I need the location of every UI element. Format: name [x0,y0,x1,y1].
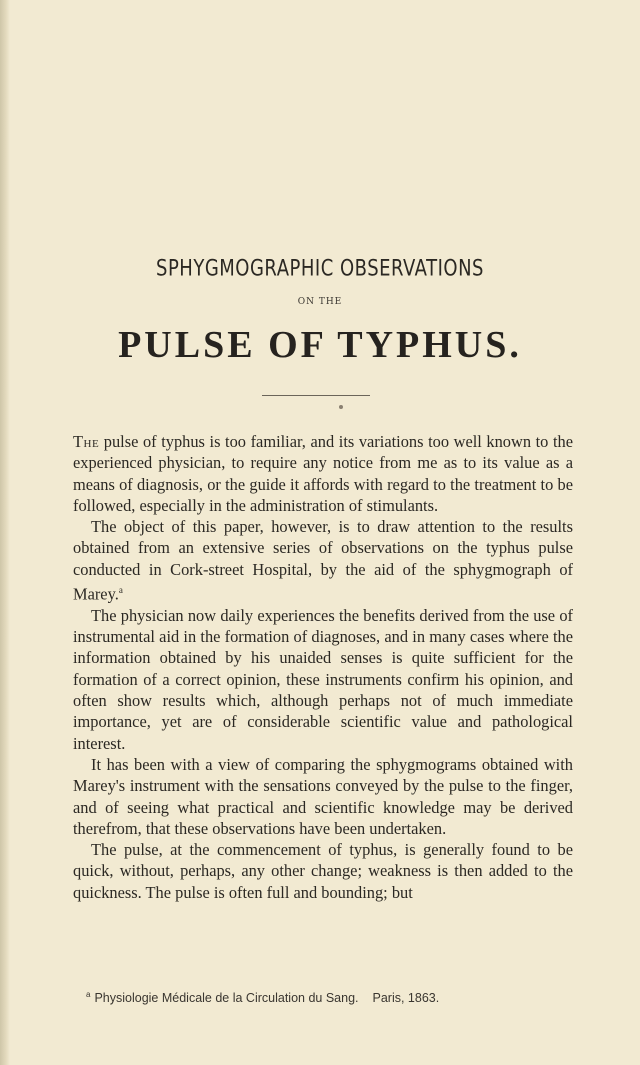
paragraph-5 [73,839,573,903]
title-connector: ON THE [297,297,343,307]
footnote-source: Physiologie Médicale de la Circulation du Sang. [94,991,359,1006]
paragraph-2-text: The object of this paper, however, is to draw attention to the results obtained from an extensive series of observations on the typhus pulse conducted in Cork-street Hospital, by the aid of the sphygmograph of Marey. [73,517,573,604]
title-divider-rule [262,395,370,396]
ink-dot-ornament [339,405,343,409]
paragraph-4 [73,754,573,839]
paragraph-2 [73,516,573,605]
paragraph-1-text: pulse of typhus is too familiar, and its variations too well known to the experienced physician, to require any notice from me as to its value as a means of diagnosis, or the guide it affords with regard to the treatment to be followed, especially in the administration of stimulants. [73,432,573,515]
footnote-place-year: Paris, 1863. [372,991,440,1006]
paragraph-5-text: The pulse, at the commencement of typhus, is generally found to be quick, without, perhaps, any other change; weakness is then added to the quickness. The pulse is often full and bounding; but [73,840,573,902]
paragraph-3 [73,605,573,754]
footnote-reference-mark: a [118,585,123,596]
title-sphygmographic-observations: SPHYGMOGRAPHIC OBSERVATIONS [156,255,484,282]
title-pulse-of-typhus: PULSE OF TYPHUS. [118,324,522,366]
paragraph-3-text: The physician now daily experiences the benefits derived from the use of instrumental aid in the formation of diagnoses, and in many cases where the information obtained by his unaided senses is quite sufficient for the formation of a correct opinion, these instruments confirm his opinion, and often show results which, although perhaps not of much immediate importance, yet are of considerable scientific value and pathological interest. [73,605,573,753]
footnote [86,990,586,1005]
footnote-mark: a [86,990,91,999]
paragraph-1-opening-word: The [73,432,100,451]
paragraph-1 [73,431,573,516]
paragraph-4-text: It has been with a view of comparing the sphygmograms obtained with Marey's instrument with the sensations conveyed by the pulse to the finger, and of seeing what practical and scientific knowledge may be derived therefrom, that these observations have been undertaken. [73,754,573,838]
article-body [73,431,573,903]
